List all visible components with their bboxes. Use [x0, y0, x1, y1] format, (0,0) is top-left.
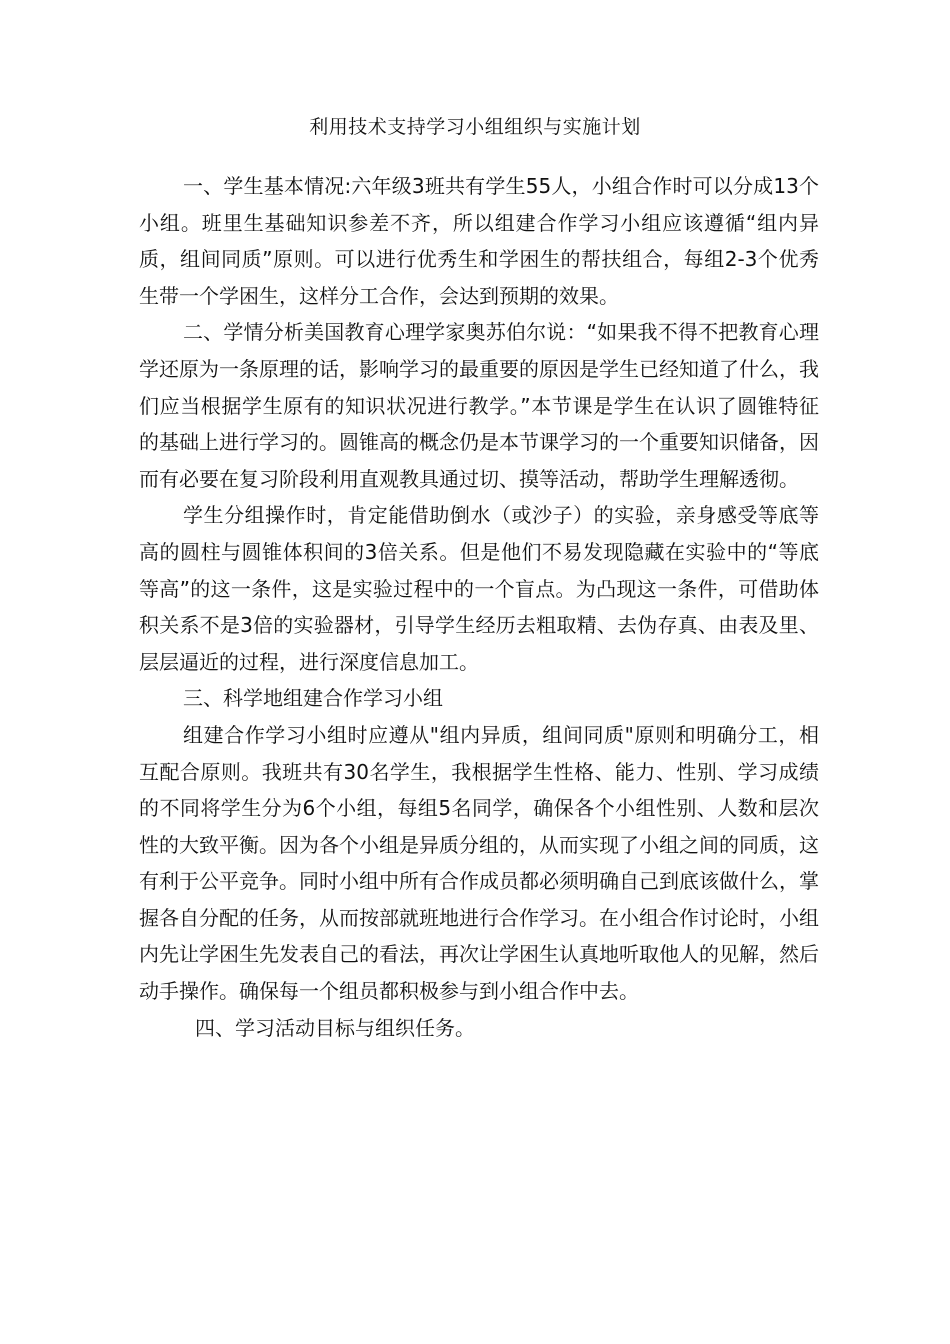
paragraph-student-situation: 一、学生基本情况:六年级3班共有学生55人，小组合作时可以分成13个小组。班里生基础知识参差不齐，所以组建合作学习小组应该遵循“组内异质，组间同质”原则。可以进行优秀生和学困生的帮扶组合，每组2-3个优秀生带一个学困生，这样分工合作，会达到预期的效果。 — [139, 174, 819, 308]
heading-form-groups: 三、科学地组建合作学习小组 — [183, 686, 443, 711]
document-body — [139, 168, 819, 1046]
paragraph-form-groups: 组建合作学习小组时应遵从"组内异质，组间同质"原则和明确分工，相互配合原则。我班共有30名学生，我根据学生性格、能力、性别、学习成绩的不同将学生分为6个小组，每组5名同学，确保各个小组性别、人数和层次性的大致平衡。因为各个小组是异质分组的，从而实现了小组之间的同质，这有利于公平竞争。同时小组中所有合作成员都必须明确自己到底该做什么，掌握各自分配的任务，从而按部就班地进行合作学习。在小组合作讨论时，小组内先让学困生先发表自己的看法，再次让学困生认真地听取他人的见解，然后动手操作。确保每一个组员都积极参与到小组合作中去。 — [139, 722, 819, 1004]
paragraph-learning-analysis: 二、学情分析美国教育心理学家奥苏伯尔说：“如果我不得不把教育心理学还原为一条原理的话，影响学习的最重要的原因是学生已经知道了什么，我们应当根据学生原有的知识状况进行教学。”本节课是学生在认识了圆锥特征的基础上进行学习的。圆锥高的概念仍是本节课学习的一个重要知识储备，因而有必要在复习阶段利用直观教具通过切、摸等活动，帮助学生理解透彻。 — [139, 320, 819, 491]
heading-activity-goals: 四、学习活动目标与组织任务。 — [195, 1015, 475, 1040]
paragraph-group-operation: 学生分组操作时，肯定能借助倒水（或沙子）的实验，亲身感受等底等高的圆柱与圆锥体积间的3倍关系。但是他们不易发现隐藏在实验中的“等底等高”的这一条件，这是实验过程中的一个盲点。为凸现这一条件，可借助体积关系不是3倍的实验器材，引导学生经历去粗取精、去伪存真、由表及里、层层逼近的过程，进行深度信息加工。 — [139, 503, 819, 674]
document-title: 利用技术支持学习小组组织与实施计划 — [309, 116, 641, 138]
